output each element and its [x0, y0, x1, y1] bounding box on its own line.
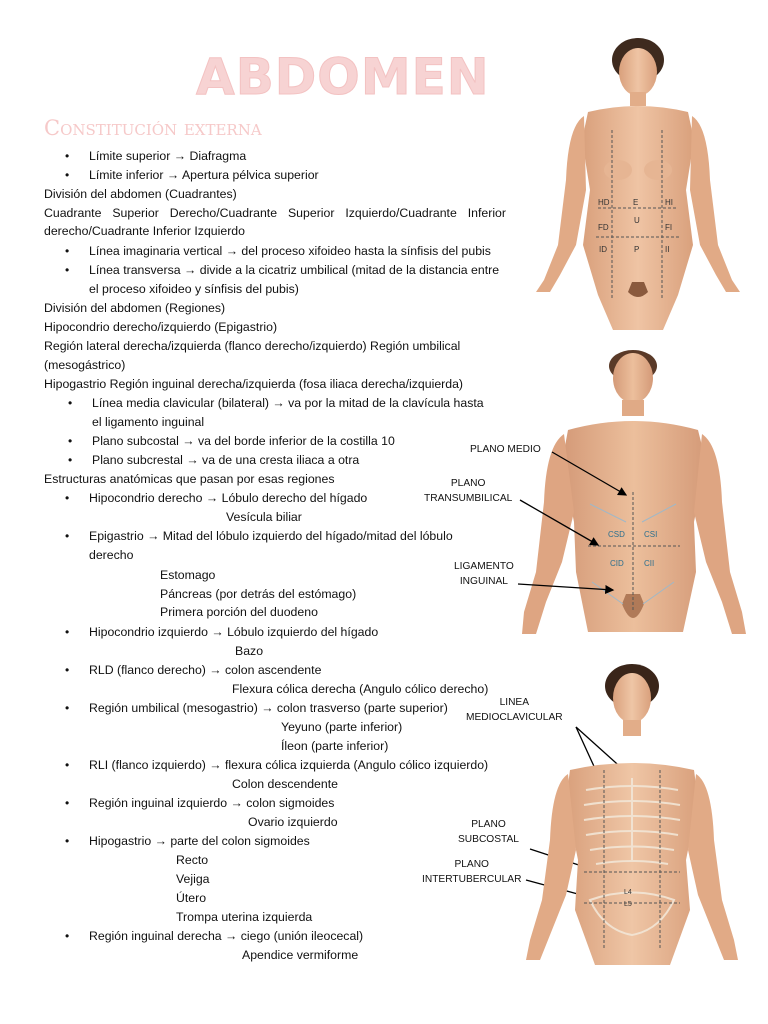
text-line-l29: Flexura cólica derecha (Angulo cólico derecho) — [232, 682, 489, 696]
callout-ligamento-inguinal: LIGAMENTO INGUINAL — [454, 561, 514, 587]
text-line-l13: Hipogastrio Región inguinal derecha/izquierda (fosa iliaca derecha/izquierda) — [44, 377, 464, 391]
text-line-l8: el proceso xifoideo y sínfisis del pubis) — [89, 282, 299, 296]
text-line-l9: División del abdomen (Regiones) — [44, 301, 226, 315]
text-line-l34: Colon descendente — [232, 777, 338, 791]
fig2-label-cid: CID — [610, 559, 624, 568]
bullet-item-l33: • RLI (flanco izquierdo) → flexura cólica izquierda (Angulo cólico izquierdo) — [89, 756, 488, 775]
bullet-item-l1: • Límite superior → Diafragma — [89, 147, 246, 166]
text-line-l22: derecho — [89, 548, 134, 562]
text-line-l23: Estomago — [160, 568, 216, 582]
text-line-l24: Páncreas (por detrás del estómago) — [160, 587, 357, 601]
bullet-item-l26: • Hipocondrio izquierdo → Lóbulo izquierdo del hígado — [89, 623, 378, 642]
text-line-l31: Yeyuno (parte inferior) — [281, 720, 403, 734]
text-line-l32: Íleon (parte inferior) — [281, 739, 389, 753]
text-line-l39: Vejiga — [176, 872, 210, 886]
text-line-l43: Apendice vermiforme — [242, 948, 359, 962]
fig1-label-hi: HI — [665, 198, 673, 207]
callout-linea-medioclavicular: LINEA MEDIOCLAVICULAR — [466, 697, 563, 723]
text-line-l20: Vesícula biliar — [226, 510, 302, 524]
text-line-l5: derecho/Cuadrante Inferior Izquierdo — [44, 224, 245, 238]
fig1-label-fi: FI — [665, 223, 673, 232]
text-line-l4: Cuadrante Superior Derecho/Cuadrante Superior Izquierdo/Cuadrante Inferior — [44, 206, 506, 220]
bullet-item-l6: • Línea imaginaria vertical → del proceso xifoideo hasta la sínfisis del pubis — [89, 242, 491, 261]
bullet-item-l17: • Plano subcrestal → va de una cresta iliaca a otra — [92, 451, 359, 470]
text-line-l41: Trompa uterina izquierda — [176, 910, 313, 924]
text-line-l36: Ovario izquierdo — [248, 815, 338, 829]
text-line-l25: Primera porción del duodeno — [160, 605, 318, 619]
text-line-l15: el ligamento inguinal — [92, 415, 205, 429]
bullet-item-l28: • RLD (flanco derecho) → colon ascendente — [89, 661, 321, 680]
section-subtitle: Constitución externa — [44, 116, 262, 140]
text-line-l40: Útero — [176, 891, 207, 905]
fig1-label-ii: II — [665, 245, 670, 254]
fig1-label-e: E — [633, 198, 639, 207]
bullet-item-l35: • Región inguinal izquierdo → colon sigmoides — [89, 794, 334, 813]
fig1-label-p: P — [634, 245, 640, 254]
bullet-item-l2: • Límite inferior → Apertura pélvica superior — [89, 166, 319, 185]
bullet-item-l30: • Región umbilical (mesogastrio) → colon trasverso (parte superior) — [89, 699, 448, 718]
callout-plano-intertubercular: PLANO INTERTUBERCULAR — [422, 859, 522, 885]
bullet-item-l21: • Epigastrio → Mitad del lóbulo izquierdo del hígado/mitad del lóbulo — [89, 527, 453, 546]
fig2-label-cii: CII — [644, 559, 655, 568]
fig2-label-csi: CSI — [644, 530, 658, 539]
fig1-label-u: U — [634, 216, 640, 225]
text-line-l12: (mesogástrico) — [44, 358, 126, 372]
fig1-label-id: ID — [599, 245, 607, 254]
bullet-item-l7: • Línea transversa → divide a la cicatriz umbilical (mitad de la distancia entre — [89, 261, 499, 280]
bullet-item-l16: • Plano subcostal → va del borde inferior de la costilla 10 — [92, 432, 395, 451]
text-line-l3: División del abdomen (Cuadrantes) — [44, 187, 237, 201]
page-title: ABDOMEN — [196, 48, 490, 106]
fig3-label-l4: L4 — [624, 889, 632, 896]
bullet-item-l42: • Región inguinal derecha → ciego (unión ileocecal) — [89, 927, 363, 946]
callout-plano-medio: PLANO MEDIO — [470, 444, 541, 455]
text-line-l18: Estructuras anatómicas que pasan por esas regiones — [44, 472, 335, 486]
fig2-label-csd: CSD — [608, 530, 625, 539]
fig3-label-l5: L5 — [624, 901, 632, 908]
fig1-label-fd: FD — [598, 223, 609, 232]
bullet-item-l14: • Línea media clavicular (bilateral) → va por la mitad de la clavícula hasta — [92, 394, 484, 413]
text-line-l10: Hipocondrio derecho/izquierdo (Epigastrio) — [44, 320, 278, 334]
bullet-item-l19: • Hipocondrio derecho → Lóbulo derecho del hígado — [89, 489, 367, 508]
callout-plano-transumbilical: PLANO TRANSUMBILICAL — [424, 478, 513, 504]
fig1-label-hd: HD — [598, 198, 610, 207]
text-line-l27: Bazo — [235, 644, 264, 658]
text-line-l38: Recto — [176, 853, 209, 867]
text-line-l11: Región lateral derecha/izquierda (flanco derecho/izquierdo) Región umbilical — [44, 339, 461, 353]
callout-plano-subcostal: PLANO SUBCOSTAL — [458, 819, 519, 845]
bullet-item-l37: • Hipogastrio → parte del colon sigmoides — [89, 832, 310, 851]
